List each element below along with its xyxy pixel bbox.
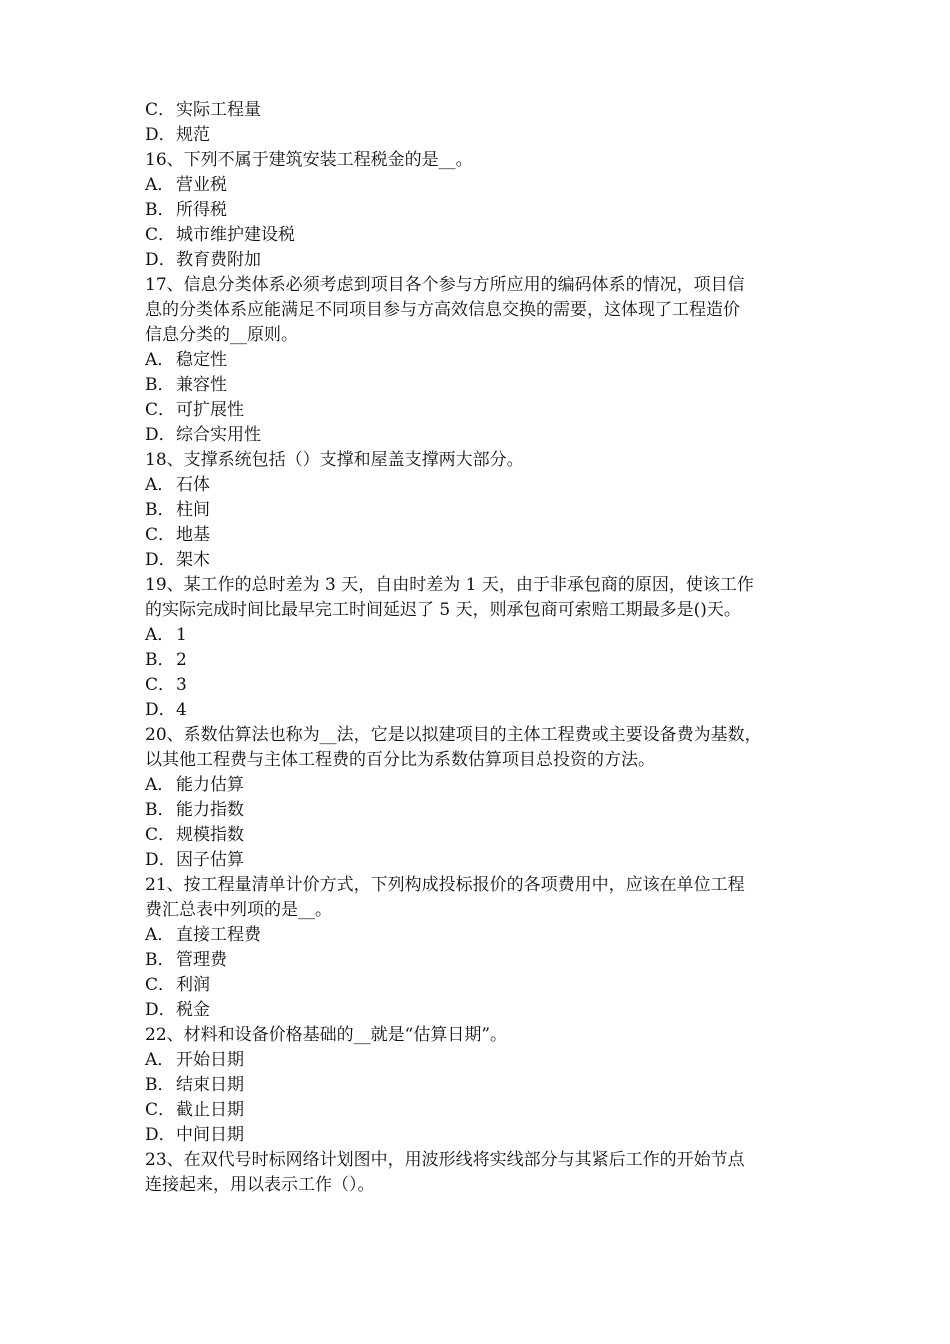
answer-option [145, 398, 815, 423]
question-stem-line: 18、支撑系统包括（）支撑和屋盖支撑两大部分。 [145, 450, 524, 470]
question-options [145, 773, 815, 873]
option-letter: D． [145, 1000, 176, 1020]
option-letter: B． [145, 650, 175, 670]
question-stem-line: 息的分类体系应能满足不同项目参与方高效信息交换的需要，这体现了工程造价 [145, 300, 740, 320]
option-text: 石体 [176, 475, 210, 495]
answer-option [145, 523, 815, 548]
option-text: 实际工程量 [176, 100, 261, 120]
answer-option [145, 623, 815, 648]
option-letter: C． [145, 675, 176, 695]
answer-option [145, 948, 815, 973]
option-letter: A． [145, 475, 175, 495]
option-text: 税金 [176, 1000, 210, 1020]
answer-option [145, 248, 815, 273]
question-stem-line: 20、系数估算法也称为__法，它是以拟建项目的主体工程费或主要设备费为基数， [145, 725, 762, 745]
option-letter: D． [145, 250, 176, 270]
question-options [145, 623, 815, 723]
question-stem-line: 16、下列不属于建筑安装工程税金的是__。 [145, 150, 473, 170]
question-stem [145, 273, 815, 348]
answer-option [145, 1123, 815, 1148]
question-stem [145, 148, 815, 173]
question-item [145, 723, 815, 873]
option-text: 1 [176, 625, 187, 645]
question-options [145, 173, 815, 273]
answer-option [145, 548, 815, 573]
answer-option [145, 348, 815, 373]
question-stem [145, 448, 815, 473]
option-text: 开始日期 [176, 1050, 244, 1070]
answer-option [145, 98, 815, 123]
option-text: 所得税 [176, 200, 227, 220]
option-letter: B． [145, 375, 175, 395]
option-letter: C． [145, 100, 176, 120]
option-letter: D． [145, 550, 176, 570]
question-stem [145, 1148, 815, 1198]
question-stem [145, 873, 815, 923]
option-text: 中间日期 [176, 1125, 244, 1145]
question-stem-line: 的实际完成时间比最早完工时间延迟了 5 天，则承包商可索赔工期最多是()天。 [145, 600, 741, 620]
question-list [145, 148, 815, 1198]
answer-option [145, 1073, 815, 1098]
option-text: 规范 [176, 125, 210, 145]
question-options [145, 473, 815, 573]
answer-option [145, 173, 815, 198]
option-letter: D． [145, 700, 176, 720]
question-options [145, 923, 815, 1023]
option-letter: C． [145, 825, 176, 845]
answer-option [145, 798, 815, 823]
option-text: 利润 [176, 975, 210, 995]
option-text: 能力估算 [176, 775, 244, 795]
option-text: 结束日期 [176, 1075, 244, 1095]
question-item [145, 1023, 815, 1148]
question-item [145, 573, 815, 723]
option-text: 兼容性 [176, 375, 227, 395]
answer-option [145, 648, 815, 673]
option-letter: A． [145, 925, 175, 945]
option-text: 营业税 [176, 175, 227, 195]
answer-option [145, 373, 815, 398]
question-stem-line: 以其他工程费与主体工程费的百分比为系数估算项目总投资的方法。 [145, 750, 655, 770]
answer-option [145, 1048, 815, 1073]
answer-option [145, 773, 815, 798]
question-item [145, 873, 815, 1023]
option-text: 综合实用性 [176, 425, 261, 445]
option-text: 3 [176, 675, 187, 695]
question-stem-line: 19、某工作的总时差为 3 天，自由时差为 1 天，由于非承包商的原因，使该工作 [145, 575, 754, 595]
option-letter: D． [145, 125, 176, 145]
option-text: 直接工程费 [176, 925, 261, 945]
option-letter: D． [145, 425, 176, 445]
option-letter: D． [145, 1125, 176, 1145]
question-stem-line: 21、按工程量清单计价方式，下列构成投标报价的各项费用中，应该在单位工程 [145, 875, 745, 895]
option-text: 2 [176, 650, 187, 670]
question-stem-line: 连接起来，用以表示工作（）。 [145, 1175, 375, 1195]
question-stem [145, 723, 815, 773]
question-item [145, 273, 815, 448]
answer-option [145, 923, 815, 948]
question-stem-line: 费汇总表中列项的是__。 [145, 900, 332, 920]
option-letter: B． [145, 950, 175, 970]
option-letter: C． [145, 225, 176, 245]
answer-option [145, 498, 815, 523]
question-stem-line: 22、材料和设备价格基础的__就是“估算日期”。 [145, 1025, 508, 1045]
answer-option [145, 1098, 815, 1123]
question-item [145, 448, 815, 573]
answer-option [145, 473, 815, 498]
option-text: 可扩展性 [176, 400, 244, 420]
question-stem-line: 23、在双代号时标网络计划图中，用波形线将实线部分与其紧后工作的开始节点 [145, 1150, 745, 1170]
option-letter: B． [145, 800, 175, 820]
option-text: 能力指数 [176, 800, 244, 820]
option-text: 规模指数 [176, 825, 244, 845]
answer-option [145, 223, 815, 248]
answer-option [145, 123, 815, 148]
question-stem [145, 573, 815, 623]
option-text: 架木 [176, 550, 210, 570]
carryover-options [145, 98, 815, 148]
question-item [145, 148, 815, 273]
option-text: 4 [176, 700, 187, 720]
option-text: 教育费附加 [176, 250, 261, 270]
option-letter: C． [145, 1100, 176, 1120]
question-stem-line: 信息分类的__原则。 [145, 325, 298, 345]
question-options [145, 1048, 815, 1148]
option-letter: C． [145, 975, 176, 995]
option-text: 柱间 [176, 500, 210, 520]
document-body [145, 98, 815, 1198]
option-letter: D． [145, 850, 176, 870]
option-letter: A． [145, 1050, 175, 1070]
option-letter: A． [145, 625, 175, 645]
option-text: 地基 [176, 525, 210, 545]
question-options [145, 348, 815, 448]
option-letter: B． [145, 1075, 175, 1095]
option-letter: A． [145, 350, 175, 370]
answer-option [145, 198, 815, 223]
answer-option [145, 998, 815, 1023]
question-stem [145, 1023, 815, 1048]
answer-option [145, 848, 815, 873]
question-stem-line: 17、信息分类体系必须考虑到项目各个参与方所应用的编码体系的情况，项目信 [145, 275, 745, 295]
option-text: 因子估算 [176, 850, 244, 870]
answer-option [145, 423, 815, 448]
option-text: 城市维护建设税 [176, 225, 295, 245]
question-item [145, 1148, 815, 1198]
answer-option [145, 823, 815, 848]
option-letter: A． [145, 175, 175, 195]
option-text: 稳定性 [176, 350, 227, 370]
option-letter: C． [145, 400, 176, 420]
option-letter: B． [145, 500, 175, 520]
option-text: 截止日期 [176, 1100, 244, 1120]
option-letter: C． [145, 525, 176, 545]
answer-option [145, 673, 815, 698]
option-letter: A． [145, 775, 175, 795]
option-text: 管理费 [176, 950, 227, 970]
answer-option [145, 698, 815, 723]
answer-option [145, 973, 815, 998]
option-letter: B． [145, 200, 175, 220]
